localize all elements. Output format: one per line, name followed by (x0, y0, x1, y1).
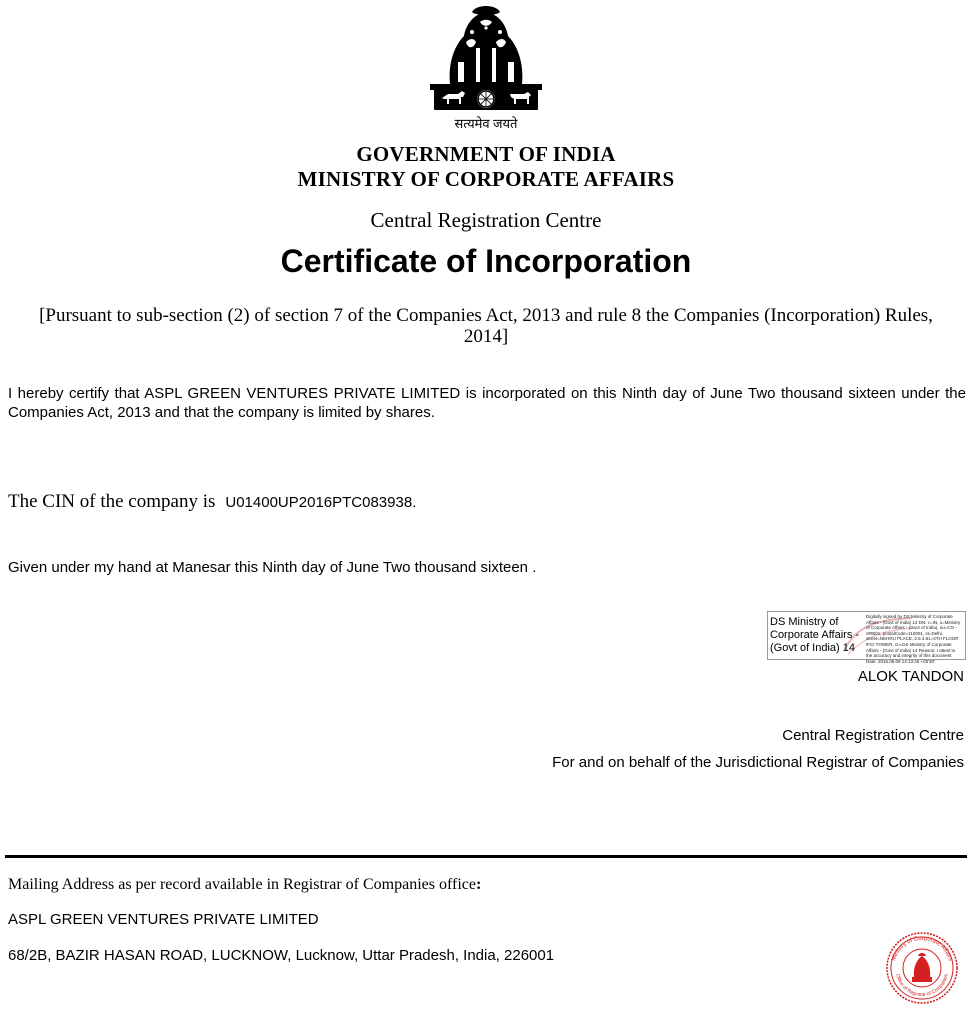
signer-centre: Central Registration Centre (782, 727, 964, 744)
signature-name-line1: DS Ministry of (770, 616, 839, 628)
emblem-motto: सत्यमेव जयते (454, 116, 518, 131)
cin-value: U01400UP2016PTC083938 (225, 494, 413, 511)
mailing-address-label (8, 876, 481, 894)
certification-statement: I hereby certify that ASPL GREEN VENTURES PRIVATE LIMITED is incorporated on this Ninth day of June Two thousand sixteen under the Companies Act, 2013 and that the company is limited by shares. (8, 385, 966, 421)
signature-name-line2: Corporate Affairs - (770, 629, 860, 641)
mailing-label-text: Mailing Address as per record available in Registrar of Companies office (8, 876, 477, 893)
certificate-title: Certificate of Incorporation (280, 243, 692, 279)
signature-name-line3: (Govt of India) 14 (770, 642, 855, 654)
signer-name: ALOK TANDON (857, 668, 964, 685)
cin-label: The CIN of the company is (8, 491, 216, 512)
centre-heading: Central Registration Centre (370, 208, 602, 232)
on-behalf-line: For and on behalf of the Jurisdictional Registrar of Companies (552, 754, 964, 771)
pursuant-clause: [Pursuant to sub-section (2) of section 7 of the Companies Act, 2013 and rule 8 the Companies (Incorporation) Rules, 2014] (39, 305, 933, 347)
given-under-hand-statement: Given under my hand at Manesar this Ninth day of June Two thousand sixteen . (8, 559, 537, 576)
svg-text:Ministry of Corporate Affairs: Ministry of Corporate Affairs (890, 935, 954, 962)
mailing-address: 68/2B, BAZIR HASAN ROAD, LUCKNOW, Lucknow, Uttar Pradesh, India, 226001 (8, 947, 555, 964)
ministry-heading: MINISTRY OF CORPORATE AFFAIRS (297, 167, 675, 191)
mailing-label-colon: : (476, 876, 482, 893)
cin-line (8, 491, 416, 513)
signature-details: Digitally signed by DS Ministry of Corporate Affairs - (Govt of India) 14 DN: c=IN, o=Ministry of Corporate Affairs - (Govt of India), ou=CO - SRB01, postalCode=110001, st=Delhi, street=NEHRU PLACE, 2.5.4.51=4TH FLOOR IFCI TOWER, cn=DS Ministry of Corporate Affairs - (Govt of India) 14 Reason: I attest to the accuracy and integrity of this document Date: 2016.06.09 14:13:45 +05'30' (866, 614, 961, 664)
government-heading: GOVERNMENT OF INDIA (356, 142, 616, 166)
mailing-company-name: ASPL GREEN VENTURES PRIVATE LIMITED (8, 911, 319, 928)
cin-suffix: . (412, 494, 417, 511)
svg-text:Office of Registrar of Compani: Office of Registrar of Companies (894, 973, 950, 999)
registrar-seal-icon (884, 930, 960, 1006)
section-divider (5, 855, 967, 858)
digital-signature-box (767, 611, 966, 664)
national-emblem-icon (420, 2, 552, 114)
